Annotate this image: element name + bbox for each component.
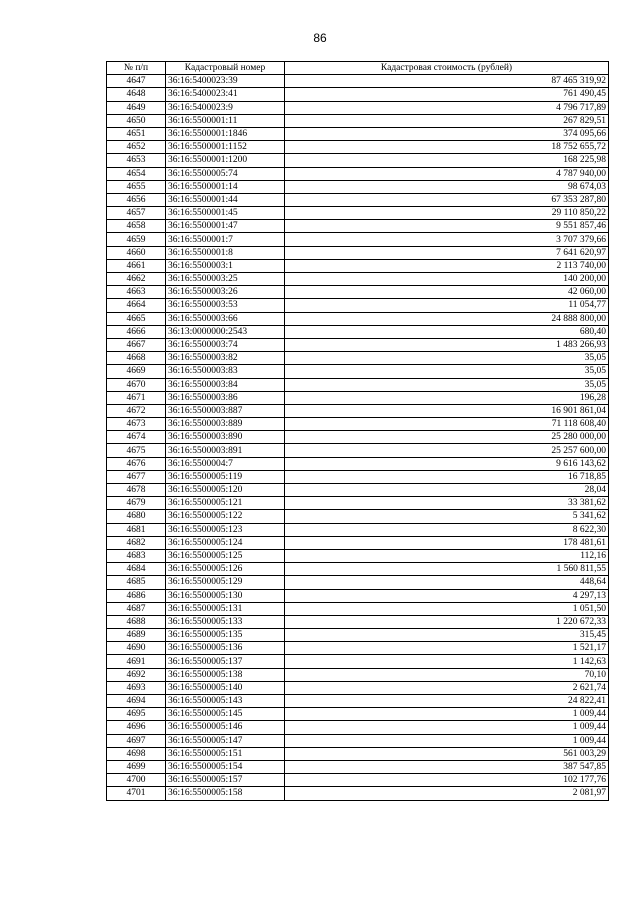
cadastral-number: 36:16:5500005:122 — [166, 510, 285, 523]
row-number: 4657 — [107, 207, 166, 220]
table-row — [107, 207, 609, 220]
row-number: 4653 — [107, 154, 166, 167]
cadastral-value: 4 297,13 — [285, 589, 609, 602]
table-row — [107, 787, 609, 800]
cadastral-number: 36:16:5500005:151 — [166, 747, 285, 760]
header-cadastral-value: Кадастровая стоимость (рублей) — [285, 62, 609, 75]
cadastral-number: 36:16:5500003:82 — [166, 352, 285, 365]
cadastral-number: 36:16:5500005:154 — [166, 760, 285, 773]
cadastral-number: 36:16:5500003:74 — [166, 338, 285, 351]
row-number: 4664 — [107, 299, 166, 312]
cadastral-number: 36:16:5500003:66 — [166, 312, 285, 325]
cadastral-value: 2 113 740,00 — [285, 259, 609, 272]
cadastral-value: 1 009,44 — [285, 734, 609, 747]
row-number: 4654 — [107, 167, 166, 180]
cadastral-value: 25 280 000,00 — [285, 431, 609, 444]
table-row — [107, 629, 609, 642]
table-row — [107, 734, 609, 747]
cadastral-value: 9 616 143,62 — [285, 457, 609, 470]
cadastral-value: 71 118 608,40 — [285, 418, 609, 431]
header-cadastral-number: Кадастровый номер — [166, 62, 285, 75]
cadastral-value: 24 822,41 — [285, 695, 609, 708]
row-number: 4696 — [107, 721, 166, 734]
table-row — [107, 431, 609, 444]
cadastral-number: 36:16:5500005:145 — [166, 708, 285, 721]
cadastral-value: 4 796 717,89 — [285, 101, 609, 114]
cadastral-value: 33 381,62 — [285, 497, 609, 510]
cadastral-value: 315,45 — [285, 629, 609, 642]
table-row — [107, 668, 609, 681]
row-number: 4680 — [107, 510, 166, 523]
cadastral-value: 168 225,98 — [285, 154, 609, 167]
cadastral-value: 87 465 319,92 — [285, 75, 609, 88]
cadastral-number: 36:16:5500001:1200 — [166, 154, 285, 167]
cadastral-number: 36:16:5500005:138 — [166, 668, 285, 681]
table-row — [107, 352, 609, 365]
cadastral-value: 2 621,74 — [285, 681, 609, 694]
row-number: 4686 — [107, 589, 166, 602]
cadastral-value: 1 051,50 — [285, 602, 609, 615]
table-row — [107, 259, 609, 272]
cadastral-number: 36:16:5500005:158 — [166, 787, 285, 800]
table-row — [107, 114, 609, 127]
table-body — [107, 75, 609, 800]
table-row — [107, 391, 609, 404]
cadastral-number: 36:16:5500005:121 — [166, 497, 285, 510]
table-row — [107, 127, 609, 140]
table-row — [107, 325, 609, 338]
cadastral-number: 36:16:5500003:84 — [166, 378, 285, 391]
row-number: 4677 — [107, 470, 166, 483]
row-number: 4701 — [107, 787, 166, 800]
table-row — [107, 497, 609, 510]
cadastral-value: 1 521,17 — [285, 642, 609, 655]
cadastral-number: 36:16:5400023:39 — [166, 75, 285, 88]
row-number: 4697 — [107, 734, 166, 747]
cadastral-value: 5 341,62 — [285, 510, 609, 523]
row-number: 4698 — [107, 747, 166, 760]
row-number: 4695 — [107, 708, 166, 721]
cadastral-number: 36:16:5500003:890 — [166, 431, 285, 444]
table-row — [107, 404, 609, 417]
cadastral-number: 36:16:5500001:7 — [166, 233, 285, 246]
cadastral-number: 36:16:5500005:146 — [166, 721, 285, 734]
table-row — [107, 615, 609, 628]
cadastral-number: 36:16:5400023:9 — [166, 101, 285, 114]
cadastral-number: 36:16:5500005:137 — [166, 655, 285, 668]
row-number: 4674 — [107, 431, 166, 444]
table-row — [107, 418, 609, 431]
cadastral-number: 36:16:5500005:124 — [166, 536, 285, 549]
cadastral-value: 35,05 — [285, 378, 609, 391]
cadastral-value: 178 481,61 — [285, 536, 609, 549]
cadastral-value: 24 888 800,00 — [285, 312, 609, 325]
cadastral-value: 25 257 600,00 — [285, 444, 609, 457]
row-number: 4666 — [107, 325, 166, 338]
cadastral-value: 98 674,03 — [285, 180, 609, 193]
table-row — [107, 154, 609, 167]
table-row — [107, 655, 609, 668]
row-number: 4669 — [107, 365, 166, 378]
table-row — [107, 774, 609, 787]
row-number: 4660 — [107, 246, 166, 259]
row-number: 4685 — [107, 576, 166, 589]
cadastral-value: 3 707 379,66 — [285, 233, 609, 246]
table-row — [107, 193, 609, 206]
cadastral-value: 18 752 655,72 — [285, 141, 609, 154]
cadastral-value: 140 200,00 — [285, 273, 609, 286]
cadastral-number: 36:16:5500005:125 — [166, 549, 285, 562]
cadastral-number: 36:16:5500005:131 — [166, 602, 285, 615]
row-number: 4656 — [107, 193, 166, 206]
cadastral-number: 36:16:5500003:887 — [166, 404, 285, 417]
cadastral-number: 36:16:5500003:86 — [166, 391, 285, 404]
row-number: 4668 — [107, 352, 166, 365]
cadastral-number: 36:16:5500003:1 — [166, 259, 285, 272]
cadastral-value: 448,64 — [285, 576, 609, 589]
table-row — [107, 378, 609, 391]
cadastral-number: 36:16:5500005:143 — [166, 695, 285, 708]
cadastral-number: 36:16:5500005:126 — [166, 563, 285, 576]
cadastral-number: 36:16:5500001:8 — [166, 246, 285, 259]
row-number: 4649 — [107, 101, 166, 114]
table-row — [107, 220, 609, 233]
row-number: 4647 — [107, 75, 166, 88]
cadastral-value: 1 009,44 — [285, 708, 609, 721]
row-number: 4682 — [107, 536, 166, 549]
table-row — [107, 760, 609, 773]
row-number: 4672 — [107, 404, 166, 417]
cadastral-value: 28,04 — [285, 484, 609, 497]
row-number: 4665 — [107, 312, 166, 325]
cadastral-value: 680,40 — [285, 325, 609, 338]
row-number: 4681 — [107, 523, 166, 536]
table-row — [107, 695, 609, 708]
table-row — [107, 141, 609, 154]
table-row — [107, 312, 609, 325]
table-row — [107, 233, 609, 246]
cadastral-number: 36:16:5500003:83 — [166, 365, 285, 378]
cadastral-value-table — [106, 61, 609, 801]
row-number: 4693 — [107, 681, 166, 694]
row-number: 4652 — [107, 141, 166, 154]
cadastral-number: 36:16:5500003:25 — [166, 273, 285, 286]
table-row — [107, 642, 609, 655]
cadastral-value: 35,05 — [285, 352, 609, 365]
row-number: 4691 — [107, 655, 166, 668]
row-number: 4659 — [107, 233, 166, 246]
cadastral-number: 36:16:5400023:41 — [166, 88, 285, 101]
cadastral-value: 9 551 857,46 — [285, 220, 609, 233]
table-row — [107, 180, 609, 193]
row-number: 4670 — [107, 378, 166, 391]
row-number: 4688 — [107, 615, 166, 628]
cadastral-value: 387 547,85 — [285, 760, 609, 773]
cadastral-value: 102 177,76 — [285, 774, 609, 787]
cadastral-number: 36:16:5500003:53 — [166, 299, 285, 312]
table-row — [107, 549, 609, 562]
row-number: 4700 — [107, 774, 166, 787]
header-row-number: № п/п — [107, 62, 166, 75]
row-number: 4650 — [107, 114, 166, 127]
table-row — [107, 747, 609, 760]
table-row — [107, 563, 609, 576]
cadastral-value: 761 490,45 — [285, 88, 609, 101]
cadastral-value: 70,10 — [285, 668, 609, 681]
cadastral-value: 1 220 672,33 — [285, 615, 609, 628]
cadastral-value: 374 095,66 — [285, 127, 609, 140]
table-row — [107, 101, 609, 114]
table-row — [107, 75, 609, 88]
table-header-row — [107, 62, 609, 75]
cadastral-number: 36:16:5500005:147 — [166, 734, 285, 747]
table-row — [107, 470, 609, 483]
cadastral-number: 36:16:5500005:140 — [166, 681, 285, 694]
cadastral-value: 2 081,97 — [285, 787, 609, 800]
row-number: 4655 — [107, 180, 166, 193]
cadastral-value: 112,16 — [285, 549, 609, 562]
row-number: 4687 — [107, 602, 166, 615]
cadastral-number: 36:16:5500001:11 — [166, 114, 285, 127]
cadastral-number: 36:16:5500003:26 — [166, 286, 285, 299]
cadastral-number: 36:16:5500005:123 — [166, 523, 285, 536]
table-row — [107, 457, 609, 470]
table-row — [107, 167, 609, 180]
row-number: 4673 — [107, 418, 166, 431]
page-number: 86 — [313, 31, 327, 45]
row-number: 4663 — [107, 286, 166, 299]
cadastral-value: 8 622,30 — [285, 523, 609, 536]
cadastral-value: 11 054,77 — [285, 299, 609, 312]
row-number: 4679 — [107, 497, 166, 510]
table-row — [107, 286, 609, 299]
cadastral-number: 36:16:5500005:74 — [166, 167, 285, 180]
cadastral-value: 1 142,63 — [285, 655, 609, 668]
cadastral-number: 36:16:5500001:1846 — [166, 127, 285, 140]
cadastral-value: 16 901 861,04 — [285, 404, 609, 417]
table-row — [107, 273, 609, 286]
table-row — [107, 708, 609, 721]
table-row — [107, 576, 609, 589]
cadastral-value: 7 641 620,97 — [285, 246, 609, 259]
row-number: 4658 — [107, 220, 166, 233]
cadastral-number: 36:16:5500001:45 — [166, 207, 285, 220]
cadastral-number: 36:16:5500001:14 — [166, 180, 285, 193]
cadastral-number: 36:16:5500005:130 — [166, 589, 285, 602]
row-number: 4676 — [107, 457, 166, 470]
cadastral-value: 1 009,44 — [285, 721, 609, 734]
row-number: 4683 — [107, 549, 166, 562]
row-number: 4689 — [107, 629, 166, 642]
row-number: 4661 — [107, 259, 166, 272]
table-row — [107, 484, 609, 497]
table-row — [107, 602, 609, 615]
cadastral-number: 36:16:5500005:129 — [166, 576, 285, 589]
row-number: 4678 — [107, 484, 166, 497]
cadastral-number: 36:16:5500005:120 — [166, 484, 285, 497]
table-row — [107, 299, 609, 312]
cadastral-value: 35,05 — [285, 365, 609, 378]
cadastral-number: 36:13:0000000:2543 — [166, 325, 285, 338]
row-number: 4648 — [107, 88, 166, 101]
table-row — [107, 444, 609, 457]
cadastral-number: 36:16:5500003:891 — [166, 444, 285, 457]
cadastral-value: 1 560 811,55 — [285, 563, 609, 576]
row-number: 4675 — [107, 444, 166, 457]
table-row — [107, 88, 609, 101]
row-number: 4694 — [107, 695, 166, 708]
row-number: 4651 — [107, 127, 166, 140]
table-row — [107, 681, 609, 694]
table-row — [107, 721, 609, 734]
table-row — [107, 510, 609, 523]
cadastral-number: 36:16:5500004:7 — [166, 457, 285, 470]
cadastral-value: 196,28 — [285, 391, 609, 404]
table-row — [107, 365, 609, 378]
cadastral-number: 36:16:5500005:157 — [166, 774, 285, 787]
cadastral-value: 4 787 940,00 — [285, 167, 609, 180]
row-number: 4662 — [107, 273, 166, 286]
cadastral-value: 67 353 287,80 — [285, 193, 609, 206]
row-number: 4667 — [107, 338, 166, 351]
row-number: 4684 — [107, 563, 166, 576]
cadastral-number: 36:16:5500005:133 — [166, 615, 285, 628]
table-row — [107, 338, 609, 351]
cadastral-value: 1 483 266,93 — [285, 338, 609, 351]
cadastral-value: 267 829,51 — [285, 114, 609, 127]
cadastral-value: 42 060,00 — [285, 286, 609, 299]
cadastral-number: 36:16:5500001:44 — [166, 193, 285, 206]
table-row — [107, 523, 609, 536]
cadastral-value: 561 003,29 — [285, 747, 609, 760]
cadastral-number: 36:16:5500003:889 — [166, 418, 285, 431]
cadastral-number: 36:16:5500005:135 — [166, 629, 285, 642]
cadastral-value: 16 718,85 — [285, 470, 609, 483]
cadastral-value: 29 110 850,22 — [285, 207, 609, 220]
cadastral-number: 36:16:5500005:136 — [166, 642, 285, 655]
row-number: 4692 — [107, 668, 166, 681]
cadastral-number: 36:16:5500005:119 — [166, 470, 285, 483]
row-number: 4699 — [107, 760, 166, 773]
table-row — [107, 246, 609, 259]
row-number: 4690 — [107, 642, 166, 655]
table-row — [107, 536, 609, 549]
table-row — [107, 589, 609, 602]
row-number: 4671 — [107, 391, 166, 404]
cadastral-number: 36:16:5500001:47 — [166, 220, 285, 233]
cadastral-number: 36:16:5500001:1152 — [166, 141, 285, 154]
